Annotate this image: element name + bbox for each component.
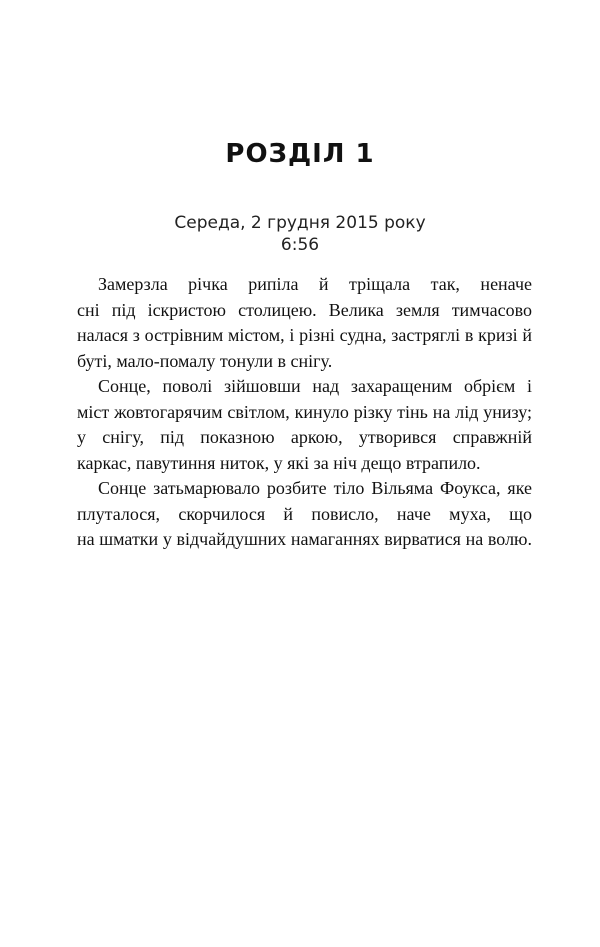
paragraph-line: Сонце, поволі зійшовши над захаращеним обрієм і	[98, 376, 532, 396]
paragraph-line: у снігу, під показною аркою, утворився справжній	[77, 427, 532, 447]
paragraph-line: каркас, павутиння ниток, у які за ніч дещо втрапило.	[77, 452, 481, 473]
paragraph-line: на шматки у відчайдушних намаганнях вирватися на волю.	[77, 529, 532, 549]
dateline-date: Середа, 2 грудня 2015 року	[174, 213, 426, 233]
paragraph-line: Замерзла річка рипіла й тріщала так, неначе	[98, 274, 532, 294]
paragraph-line: плуталося, скорчилося й повисло, наче муха, що	[77, 503, 532, 524]
dateline	[0, 212, 600, 256]
chapter-body	[77, 272, 532, 553]
paragraph-line: міст жовтогарячим світлом, кинуло різку тінь на лід унизу;	[77, 401, 532, 422]
paragraph-line: Сонце затьмарювало розбите тіло Вільяма Фоукса, яке	[98, 478, 532, 498]
paragraph-line: буті, мало-помалу тонули в снігу.	[77, 350, 333, 371]
paragraph-line: налася з острівним містом, і різні судна, застряглі в кризі й	[77, 325, 532, 345]
paragraph-line: сні під іскристою столицею. Велика земля тимчасово	[77, 299, 532, 320]
dateline-time: 6:56	[280, 235, 320, 255]
chapter-title: РОЗДІЛ 1	[225, 139, 375, 169]
